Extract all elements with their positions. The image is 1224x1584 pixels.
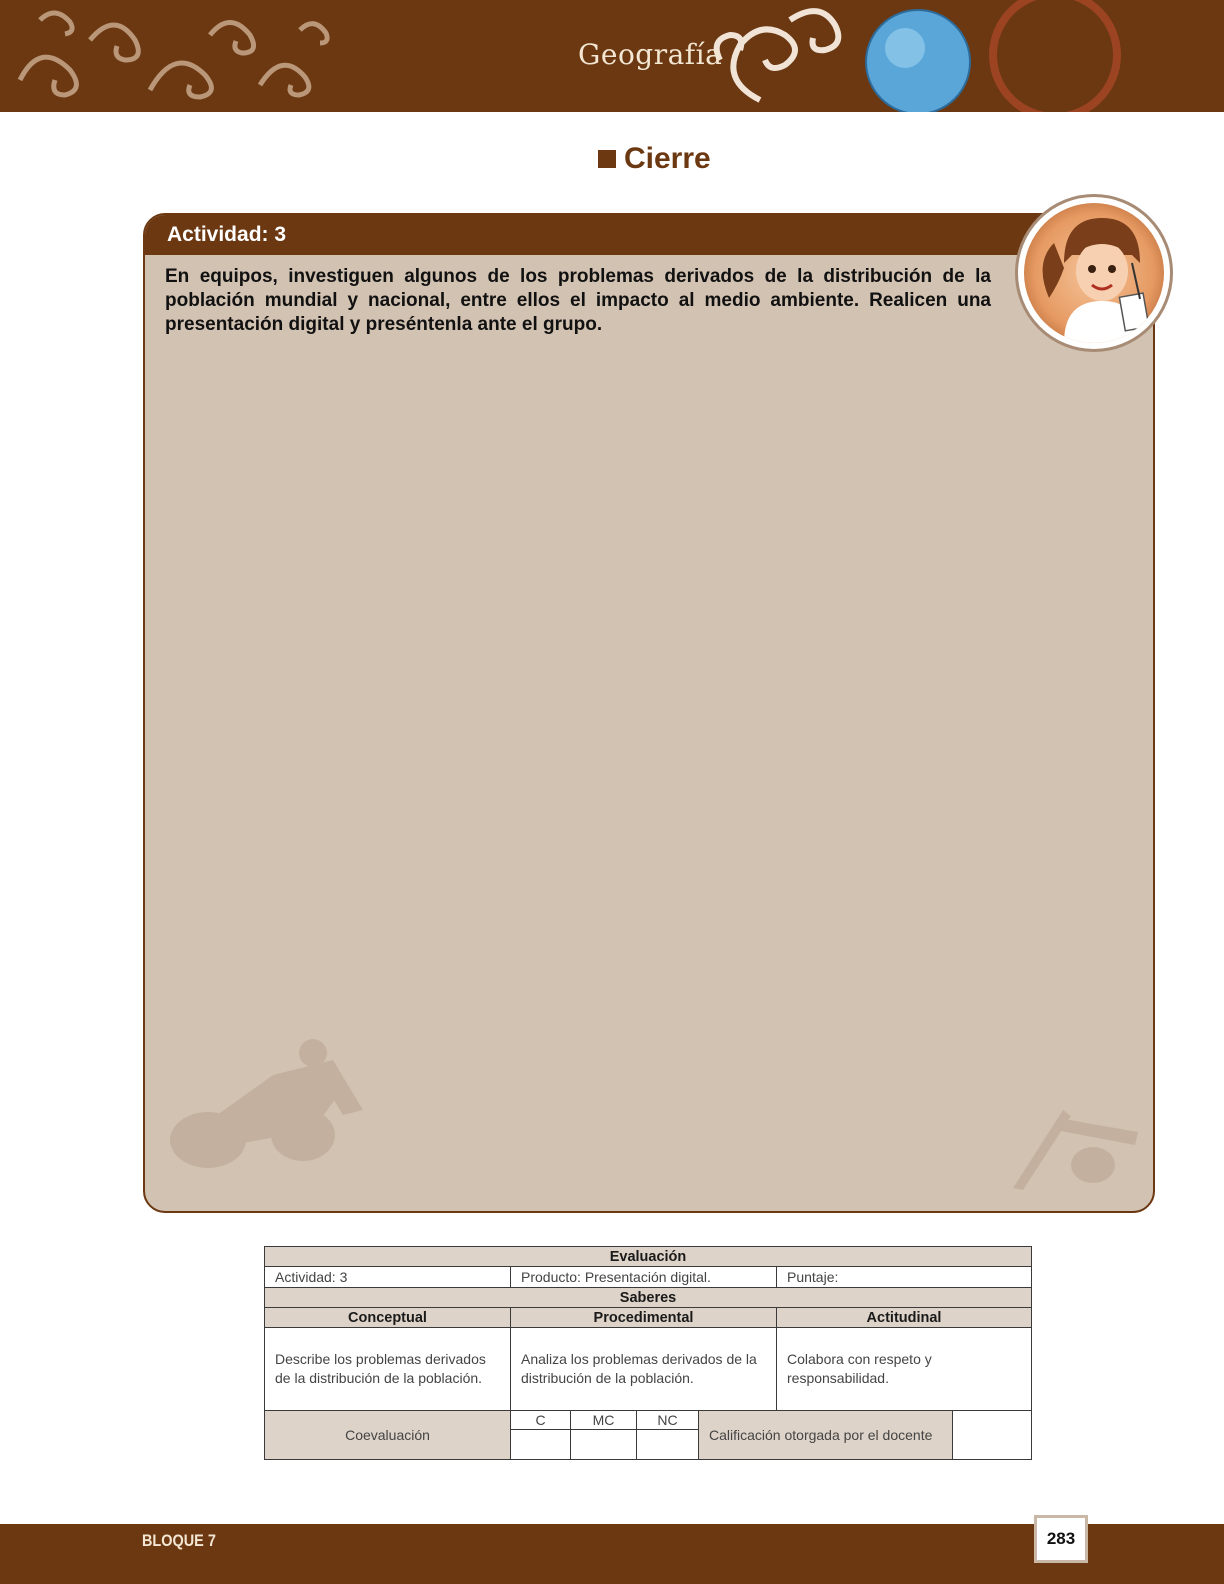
activity-panel: [143, 213, 1155, 1213]
coevaluation-label: Coevaluación: [265, 1411, 511, 1460]
evaluation-product: Producto: Presentación digital.: [511, 1267, 777, 1288]
motorcycle-watermark-icon: [163, 1035, 373, 1175]
evaluation-title: Evaluación: [265, 1247, 1032, 1267]
procedimental-description: Analiza los problemas derivados de la distribución de la población.: [511, 1328, 777, 1411]
activity-instructions: En equipos, investiguen algunos de los problemas derivados de la distribución de la población mundial y nacional, entre ellos el impacto al medio ambiente. Realicen una presentación digital y preséntenla ante el grupo.: [165, 266, 991, 335]
compass-icon: [993, 0, 1117, 112]
block-label: BLOQUE 7: [142, 1531, 216, 1550]
actitudinal-description: Colabora con respeto y responsabilidad.: [777, 1328, 1032, 1411]
page-number: 283: [1034, 1515, 1088, 1563]
conceptual-description: Describe los problemas derivados de la distribución de la población.: [265, 1328, 511, 1411]
scale-c: C: [511, 1411, 571, 1430]
saberes-label: Saberes: [265, 1288, 1032, 1308]
square-bullet-icon: [598, 150, 616, 168]
section-title: Cierre: [624, 142, 711, 175]
scale-nc-field[interactable]: [637, 1430, 699, 1460]
subject-title: Geografía: [578, 38, 723, 71]
evaluation-activity: Actividad: 3: [265, 1267, 511, 1288]
tools-watermark-icon: [1013, 1110, 1143, 1190]
evaluation-score: Puntaje:: [777, 1267, 1032, 1288]
column-actitudinal: Actitudinal: [777, 1308, 1032, 1328]
column-procedimental: Procedimental: [511, 1308, 777, 1328]
header-banner: [0, 0, 1224, 112]
grade-label: Calificación otorgada por el docente: [699, 1411, 953, 1460]
scale-mc: MC: [571, 1411, 637, 1430]
scale-c-field[interactable]: [511, 1430, 571, 1460]
evaluation-table: [264, 1246, 1032, 1460]
section-heading: [598, 142, 711, 176]
column-conceptual: Conceptual: [265, 1308, 511, 1328]
activity-heading: Actividad: 3: [145, 215, 1153, 255]
student-character-icon: [1024, 203, 1164, 343]
student-avatar: [1015, 194, 1173, 352]
grade-field[interactable]: [953, 1411, 1032, 1460]
scale-mc-field[interactable]: [571, 1430, 637, 1460]
scale-nc: NC: [637, 1411, 699, 1430]
